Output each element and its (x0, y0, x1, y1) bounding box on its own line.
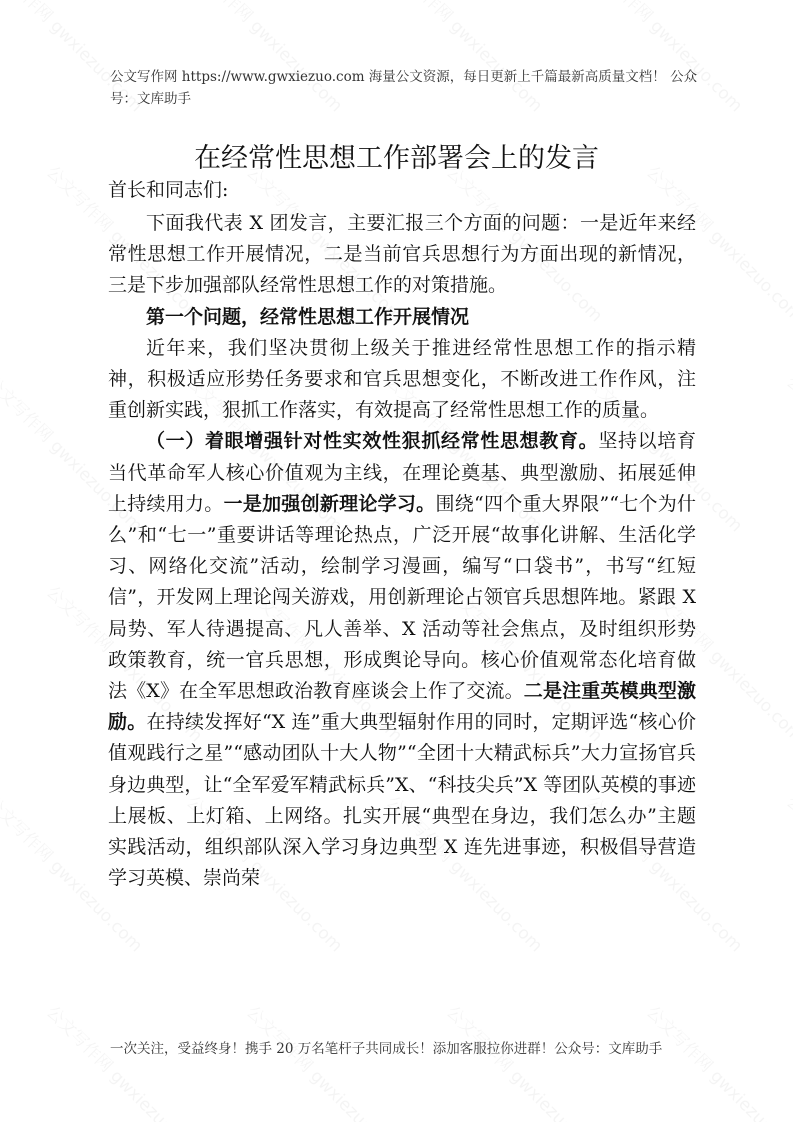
watermark-text (42, 999, 209, 1122)
document-body (108, 208, 696, 894)
page-header (110, 66, 700, 110)
subheading-education: （一）着眼增强针对性实效性狠抓经常性思想教育。 (146, 430, 599, 453)
watermark-text (642, 999, 793, 1122)
paragraph-intro: 下面我代表 X 团发言，主要汇报三个方面的问题：一是近年来经常性思想工作开展情况，二是当前官兵思想行为方面出现的新情况，三是下步加强部队经常性思想工作的对策措施。 (108, 212, 696, 297)
point-two-text: 在持续发挥好“X 连”重大典型辐射作用的同时，定期评选“核心价值观践行之星”“感动团队十大人物”“全团十大精武标兵”大力宣扬官兵身边典型，让“全军爱军精武标兵”X、“科技尖兵”X 等团队英模的事迹上展板、上灯箱、上网络。扎实开展“典型在身边，我们怎么办”主题实践活动，组织部队深入学习身边典型 X 连先进事迹，积极倡导营造学习英模、崇尚荣 (108, 711, 696, 890)
footer-text: 一次关注，受益终身！携手 20 万名笔杆子共同成长！添加客服拉你进群！公众号：文库助手 (110, 1041, 663, 1057)
watermark-text (442, 999, 609, 1122)
header-text: 公文写作网 https://www.gwxiezuo.com 海量公文资源，每日更新上千篇最新高质量文档！ 公众号：文库助手 (110, 69, 698, 107)
point-one-text: 围绕“四个重大界限”“七个为什么”和“七一”重要讲话等理论热点，广泛开展“故事化讲解、生活化学习、网络化交流”活动，绘制学习漫画，编写“口袋书”，书写“红短信”，开发网上理论闯关游戏，用创新理论占领官兵思想阵地。紧跟 X 局势、军人待遇提高、凡人善举、X 活动等社会焦点，及时组织形势政策教育，统一官兵思想，形成舆论导向。核心价值观常态化培育做法《X》在全军思想政治教育座谈会上作了交流。 (108, 492, 696, 703)
heading-text: 第一个问题，经常性思想工作开展情况 (146, 305, 470, 328)
watermark-text (782, 0, 793, 116)
watermark-text (782, 789, 793, 956)
education-text: 坚持以培育当代革命军人核心价值观为主线，在理论奠基、典型激励、拓展延伸上持续用力。 (108, 430, 696, 515)
point-two-heading: 二是注重英模典型激励。 (108, 680, 696, 734)
watermark-text (782, 369, 793, 536)
salutation: 首长和同志们: (108, 179, 229, 201)
paragraph-education (108, 426, 696, 894)
page-footer (110, 1038, 700, 1060)
point-one-heading: 一是加强创新理论学习。 (223, 492, 436, 515)
watermark-text (242, 999, 409, 1122)
document-title: 在经常性思想工作部署会上的发言 (194, 143, 599, 174)
section-heading (108, 302, 696, 333)
paragraph-overview: 近年来，我们坚决贯彻上级关于推进经常性思想工作的指示精神，积极适应形势任务要求和官兵思想变化，不断改进工作作风，注重创新实践，狠抓工作落实，有效提高了经常性思想工作的质量。 (108, 336, 696, 422)
